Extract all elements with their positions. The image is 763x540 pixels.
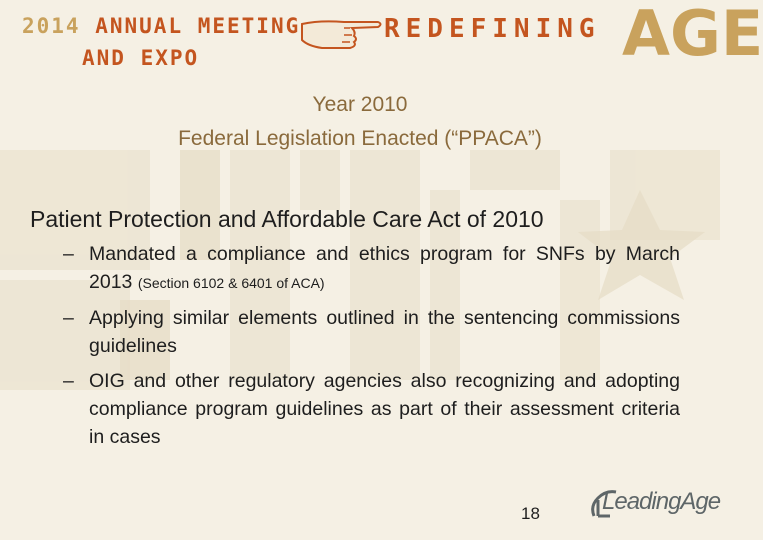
- sub-bullet-list: [30, 240, 680, 451]
- event-title-line2: AND EXPO: [82, 46, 200, 70]
- slide-title-line1: Year 2010: [312, 93, 408, 116]
- bullet-text: OIG and other regulatory agencies also recognizing and adopting compliance program guidelines as part of their assessment criteria in cases: [89, 370, 680, 448]
- bullet-text: Applying similar elements outlined in the sentencing commissions guidelines: [89, 307, 680, 357]
- logo-text: LeadingAge: [602, 488, 721, 515]
- slide-title-line2: Federal Legislation Enacted (“PPACA”): [178, 127, 542, 150]
- page-number: 18: [521, 504, 540, 523]
- sub-bullet-item: [30, 367, 680, 451]
- bullet-text: Mandated a compliance and ethics program for SNFs by March 2013: [89, 243, 680, 293]
- event-title-line1: [22, 14, 300, 38]
- bullet-dash: –: [63, 307, 74, 329]
- sub-bullet-item: [30, 304, 680, 360]
- lead-bullet: Patient Protection and Affordable Care Act of 2010: [30, 206, 544, 232]
- sub-bullet-item: [30, 240, 680, 297]
- event-header: [0, 0, 763, 82]
- pointing-hand-icon: [300, 10, 384, 52]
- bullet-note: (Section 6102 & 6401 of ACA): [137, 275, 325, 291]
- bullet-dash: –: [63, 243, 74, 265]
- event-year: 2014: [22, 14, 81, 38]
- theme-word-redefining: REDEFINING: [384, 14, 601, 44]
- slide-body: [30, 202, 680, 458]
- slide-title: [60, 88, 660, 156]
- theme-word-age: AGE: [622, 0, 763, 70]
- bullet-dash: –: [63, 370, 74, 392]
- leadingage-logo: [588, 486, 721, 522]
- event-title-text: ANNUAL MEETING: [95, 14, 301, 38]
